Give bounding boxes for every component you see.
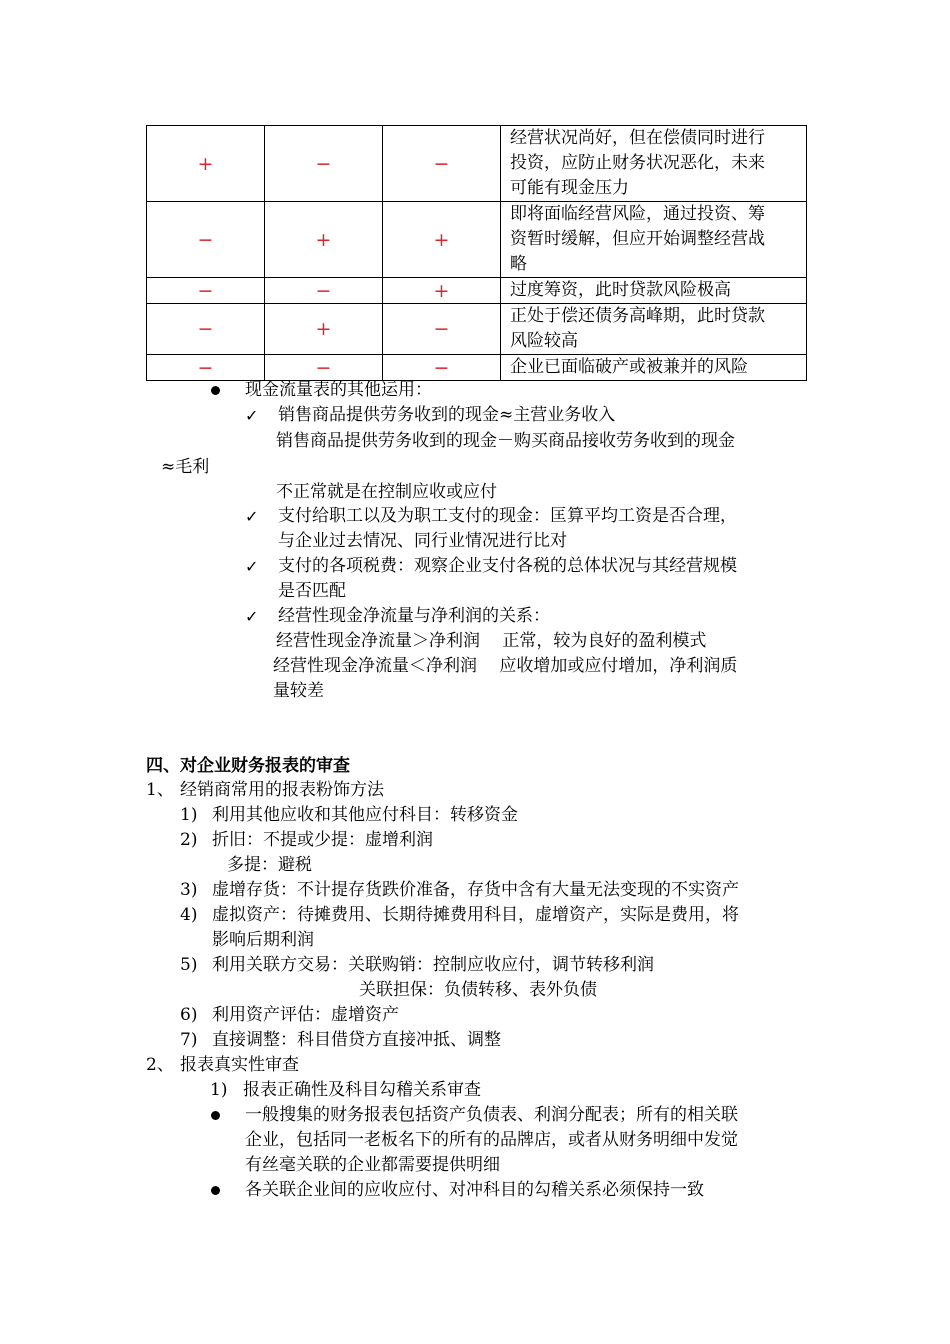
list-number: 4) [180,905,198,925]
financing-sign: + [383,202,501,278]
bullet-icon [211,1111,220,1120]
checkmark-icon: ✓ [245,607,259,626]
desc-line: 风险较高 [510,331,578,351]
other-uses-heading: 现金流量表的其他运用： [245,380,432,400]
investing-sign: + [265,304,383,355]
list-number: 1) [210,1080,228,1100]
other-use-item: 支付的各项税费：观察企业支付各税的总体状况与其经营规模 [278,556,737,576]
list-number: 3) [180,880,198,900]
bullet-icon [211,1186,220,1195]
other-use-subline: 销售商品提供劳务收到的现金－购买商品接收劳务收到的现金 [276,431,735,451]
other-use-item: 是否匹配 [278,581,346,601]
bullet-text: 企业，包括同一老板名下的所有的品牌店，或者从财务明细中发觉 [245,1130,738,1150]
investing-sign: − [265,355,383,381]
desc-line: 企业已面临破产或被兼并的风险 [510,357,748,377]
investing-sign: + [265,202,383,278]
financing-sign: + [383,278,501,304]
list-number: 2) [180,830,198,850]
checkmark-icon: ✓ [245,507,259,526]
list-number: 5) [180,955,198,975]
list-number: 1) [180,805,198,825]
list-item: 经销商常用的报表粉饰方法 [180,780,384,800]
operating-sign: − [147,278,265,304]
other-use-item: 销售商品提供劳务收到的现金≈主营业务收入 [278,405,616,425]
row-description [501,202,807,278]
list-item: 折旧：不提或少提：虚增利润 [212,830,433,850]
row-description [501,304,807,355]
other-use-item: 支付给职工以及为职工支付的现金：匡算平均工资是否合理， [278,506,737,526]
bullet-text: 一般搜集的财务报表包括资产负债表、利润分配表；所有的相关联 [245,1105,738,1125]
checkmark-icon: ✓ [245,406,259,425]
list-item: 直接调整：科目借贷方直接冲抵、调整 [212,1030,501,1050]
list-item: 虚拟资产：待摊费用、长期待摊费用科目，虚增资产，实际是费用，将 [212,905,739,925]
list-item: 利用资产评估：虚增资产 [212,1005,399,1025]
bullet-icon [211,386,220,395]
other-use-subline: 量较差 [273,681,324,701]
desc-line: 略 [510,254,527,274]
table-row [147,126,807,202]
financing-sign: − [383,304,501,355]
list-item: 报表正确性及科目勾稽关系审查 [243,1080,481,1100]
other-use-subline: 经营性现金净流量＜净利润 应收增加或应付增加，净利润质 [273,656,738,676]
investing-sign: − [265,278,383,304]
operating-sign: − [147,304,265,355]
operating-sign: + [147,126,265,202]
bullet-text: 有丝毫关联的企业都需要提供明细 [245,1155,500,1175]
row-description [501,278,807,304]
table-row [147,202,807,278]
table-row [147,278,807,304]
row-description [501,355,807,381]
other-use-item: 经营性现金净流量与净利润的关系： [278,606,550,626]
other-use-subline: 经营性现金净流量＞净利润 正常，较为良好的盈利模式 [276,631,707,651]
other-use-subline: ≈毛利 [161,457,210,477]
list-item: 影响后期利润 [212,930,314,950]
desc-line: 可能有现金压力 [510,178,629,198]
investing-sign: − [265,126,383,202]
list-number: 2、 [146,1055,174,1075]
list-item: 多提：避税 [227,855,312,875]
list-item: 虚增存货：不计提存货跌价准备，存货中含有大量无法变现的不实资产 [212,880,739,900]
row-description [501,126,807,202]
desc-line: 投资，应防止财务状况恶化，未来 [510,153,765,173]
section-title: 四、对企业财务报表的审查 [146,756,350,776]
list-item: 关联担保：负债转移、表外负债 [359,980,597,1000]
desc-line: 资暂时缓解，但应开始调整经营战 [510,229,765,249]
other-use-subline: 不正常就是在控制应收或应付 [276,482,497,502]
cash-flow-combination-table [146,125,807,381]
list-item: 报表真实性审查 [180,1055,299,1075]
desc-line: 过度筹资，此时贷款风险极高 [510,280,731,300]
list-item: 利用关联方交易：关联购销：控制应收应付，调节转移利润 [212,955,654,975]
table-row [147,355,807,381]
other-use-item: 与企业过去情况、同行业情况进行比对 [278,531,567,551]
financing-sign: − [383,355,501,381]
list-number: 1、 [146,780,174,800]
desc-line: 即将面临经营风险，通过投资、筹 [510,204,765,224]
desc-line: 正处于偿还债务高峰期，此时贷款 [510,306,765,326]
operating-sign: − [147,355,265,381]
list-number: 7) [180,1030,198,1050]
list-number: 6) [180,1005,198,1025]
desc-line: 经营状况尚好，但在偿债同时进行 [510,128,765,148]
bullet-text: 各关联企业间的应收应付、对冲科目的勾稽关系必须保持一致 [245,1180,704,1200]
checkmark-icon: ✓ [245,557,259,576]
operating-sign: − [147,202,265,278]
list-item: 利用其他应收和其他应付科目：转移资金 [212,805,518,825]
financing-sign: − [383,126,501,202]
table-row [147,304,807,355]
